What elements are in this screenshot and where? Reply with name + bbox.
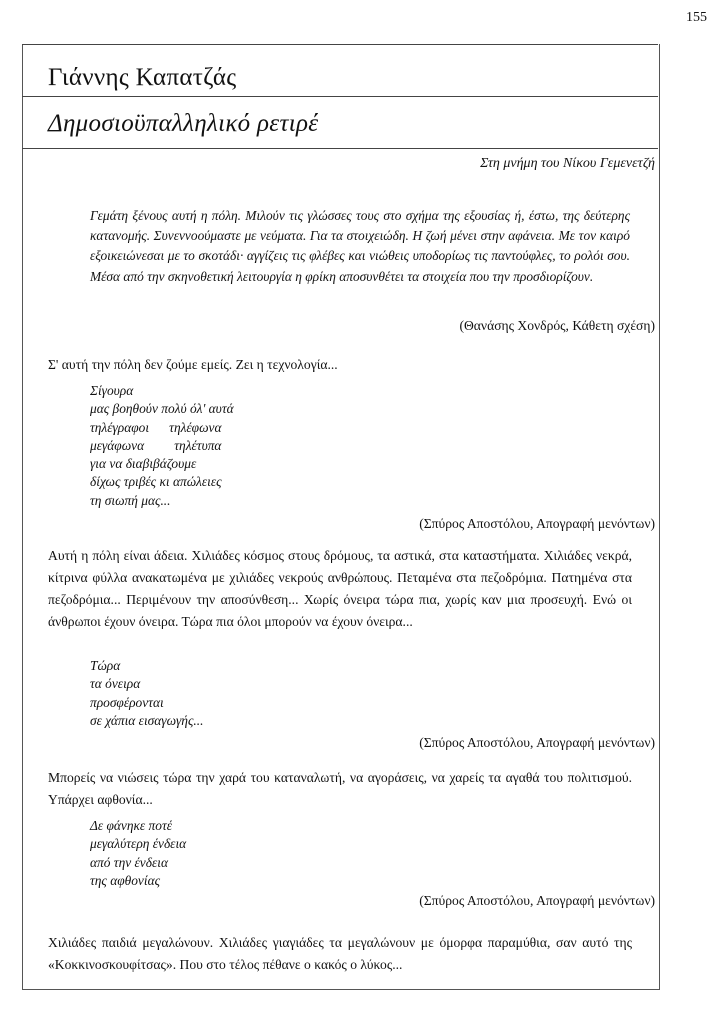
- poem-line: τη σιωπή μας...: [90, 492, 171, 508]
- poem-line: μεγάφωνα τηλέτυπα: [90, 437, 222, 453]
- poem-line: Δε φάνηκε ποτέ: [90, 818, 173, 833]
- section-1-paragraph: Σ' αυτή την πόλη δεν ζούμε εμείς. Ζει η τεχνολογία...: [48, 357, 338, 372]
- poem-line: της αφθονίας: [90, 872, 161, 888]
- poem-line: μας βοηθούν πολύ όλ' αυτά: [90, 401, 234, 417]
- poem-line: δίχως τριβές κι απώλειες: [90, 474, 222, 490]
- author-name: Γιάννης Καπατζάς: [48, 64, 237, 91]
- author-title-divider: [22, 96, 658, 97]
- poem-line: Τώρα: [90, 658, 121, 673]
- dedication: Στη μνήμη του Νίκου Γεμενετζή: [480, 156, 655, 171]
- title-body-divider: [22, 148, 658, 149]
- epigraph: [90, 206, 630, 287]
- poem-line: τηλέγραφοι τηλέφωνα: [90, 419, 222, 435]
- page-number: 155: [686, 10, 707, 25]
- section-3-poem: [90, 817, 186, 890]
- section-3-citation: (Σπύρος Αποστόλου, Απογραφή μενόντων): [419, 893, 655, 908]
- epigraph-text: Γεμάτη ξένους αυτή η πόλη. Μιλούν τις γλώσσες τους στο σχήμα της εξουσίας ή, έστω, της δεύτερης κατανομής. Συνεννοούμαστε με νεύματα. Για τα στοιχειώδη. Η ζωή μένει στην αφάνεια. Με τον καιρό εξοικειώνεσαι με το σκοτάδι· αγγίζεις τις φλέβες και νιώθεις υποδορίως τις παντούφλες, το ρολόι σου. Μέσα από την σκηνοθετική λειτουργία η φρίκη αποσυνθέτει τα στοιχεία που την προσδιορίζουν.: [90, 208, 630, 284]
- section-1-poem: [90, 382, 234, 510]
- poem-line: τα όνειρα: [90, 676, 141, 692]
- poem-title: Δημοσιοϋπαλληλικό ρετιρέ: [48, 110, 319, 137]
- poem-line: Σίγουρα: [90, 383, 134, 398]
- section-3-paragraph: Μπορείς να νιώσεις τώρα την χαρά του καταναλωτή, να αγοράσεις, να χαρείς τα αγαθά του πολιτισμού. Υπάρχει αφθονία...: [48, 770, 632, 807]
- epigraph-citation: (Θανάσης Χονδρός, Κάθετη σχέση): [459, 318, 655, 333]
- section-4-paragraph: Χιλιάδες παιδιά μεγαλώνουν. Χιλιάδες γιαγιάδες τα μεγαλώνουν με όμορφα παραμύθια, σαν αυτό της «Κοκκινοσκουφίτσας». Που στο τέλος πέθανε ο κακός ο λύκος...: [48, 935, 632, 972]
- poem-line: μεγαλύτερη ένδεια: [90, 836, 187, 852]
- poem-line: προσφέρονται: [90, 694, 164, 710]
- section-2-paragraph: Αυτή η πόλη είναι άδεια. Χιλιάδες κόσμος στους δρόμους, τα αστικά, στα καταστήματα. Χιλιάδες νεκρά, κίτρινα φύλλα ανακατωμένα με χιλιάδες νεκρούς ανθρώπους. Πεταμένα στα πεζοδρόμια. Πατημένα στα πεζοδρόμια... Περιμένουν την αποσύνθεση... Χωρίς όνειρα τώρα πια, χωρίς καν μια προσευχή. Ενώ οι άνθρωποι έχουν όνειρα. Τώρα πια όλοι μπορούν να έχουν όνειρα...: [48, 548, 632, 629]
- frame-top-rule: [22, 44, 658, 45]
- poem-line: για να διαβιβάζουμε: [90, 456, 197, 472]
- section-1-citation: (Σπύρος Αποστόλου, Απογραφή μενόντων): [419, 516, 655, 531]
- poem-line: σε χάπια εισαγωγής...: [90, 712, 204, 728]
- poem-line: από την ένδεια: [90, 854, 168, 870]
- section-2-citation: (Σπύρος Αποστόλου, Απογραφή μενόντων): [419, 735, 655, 750]
- section-2-poem: [90, 657, 203, 730]
